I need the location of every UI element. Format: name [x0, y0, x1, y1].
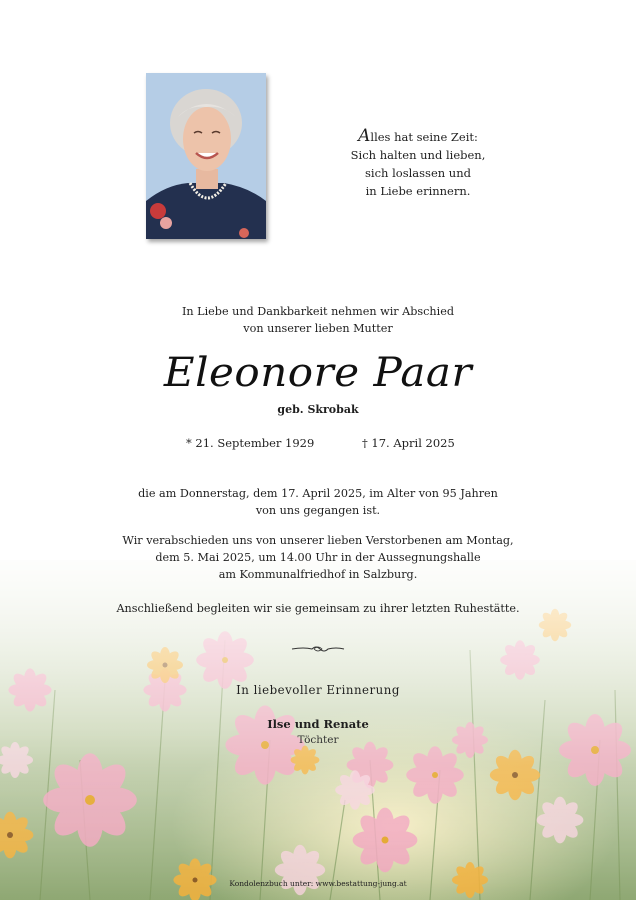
intro-line-1: In Liebe und Dankbarkeit nehmen wir Abschied [181, 305, 454, 318]
poem-line-4: in Liebe erinnern. [365, 184, 471, 198]
passing-text [100, 485, 536, 519]
condolence-book-link[interactable]: Kondolenzbuch unter: www.bestattung-jung.at [229, 879, 407, 888]
intro-line-2: von unserer lieben Mutter [243, 322, 393, 335]
deceased-name: Eleonore Paar [163, 350, 473, 396]
memory-line: In liebevoller Erinnerung [236, 683, 400, 697]
burial-text [100, 600, 536, 617]
poem [330, 127, 506, 200]
ornament-divider-icon [290, 641, 346, 657]
birth-date: * 21. September 1929 [186, 436, 315, 450]
poem-initial: A [358, 126, 371, 146]
farewell-line-1: Wir verabschieden uns von unserer lieben Verstorbenen am Montag, [122, 534, 514, 547]
farewell-line-2: dem 5. Mai 2025, um 14.00 Uhr in der Aussegnungshalle [155, 551, 481, 564]
farewell-text [100, 532, 536, 583]
burial-line-1: Anschließend begleiten wir sie gemeinsam zu ihrer letzten Ruhestätte. [116, 602, 520, 615]
passing-line-1: die am Donnerstag, dem 17. April 2025, im Alter von 95 Jahren [138, 487, 498, 500]
intro-text [100, 303, 536, 337]
portrait-photo [146, 73, 266, 239]
family-relation: Töchter [297, 734, 339, 746]
poem-line-1 [330, 127, 506, 146]
farewell-line-3: am Kommunalfriedhof in Salzburg. [218, 568, 418, 581]
passing-line-2: von uns gegangen ist. [255, 504, 381, 517]
birth-name: geb. Skrobak [277, 403, 359, 416]
death-date: † 17. April 2025 [362, 436, 455, 450]
family-names: Ilse und Renate [267, 717, 369, 731]
poem-line-1-rest: lles hat seine Zeit: [370, 130, 478, 144]
poem-line-2: Sich halten und lieben, [350, 148, 486, 162]
poem-line-3: sich loslassen und [365, 166, 471, 180]
